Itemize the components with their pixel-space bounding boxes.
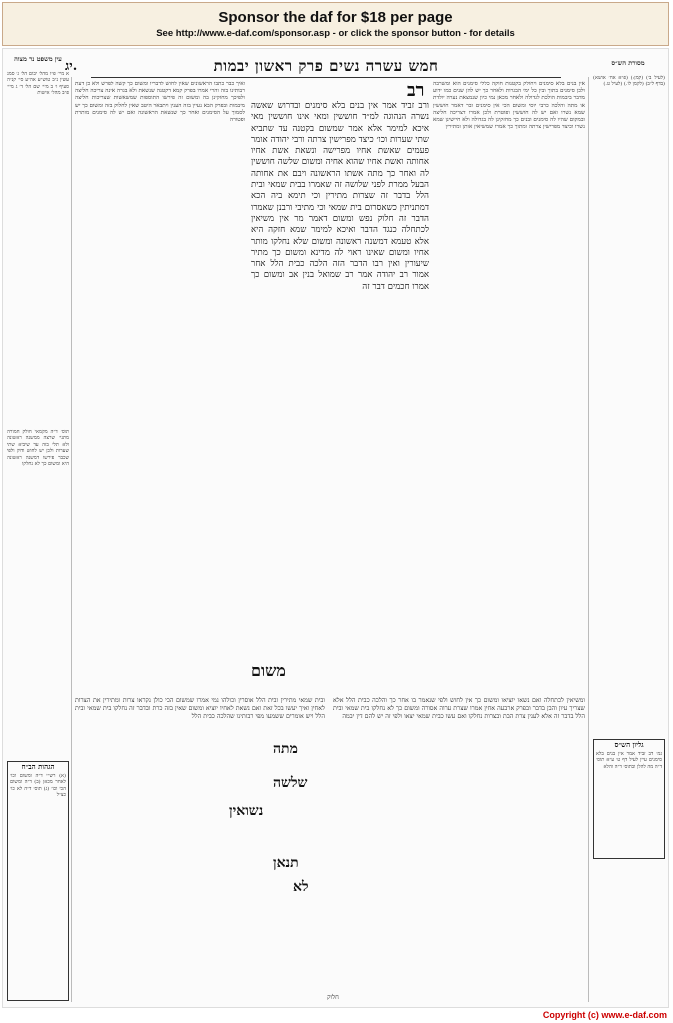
hagahot-heading: הגהות הב״ח — [21, 762, 55, 771]
talmud-page — [2, 48, 669, 1008]
mesoret-column: (לעיל ב׳) (קמן:) (פ״א אח׳ אושא) (בדף ל״ב) (לקמן לו.) (לעיל ט.) — [593, 75, 665, 88]
mishum-heading: משום — [251, 661, 286, 680]
tosafot-column: ואיך כבר כתבו הראשונים שאין לחוש לדבריו ומשום כך קשה לפרש ולא כן דעת רבותינו בזה והרי אמרו בפרק קמא דקטנה שנשאת ולא בגרה אינה צריכה חליצה ולפיכך מחזקינן בה ומשום זה פירשו התוספות שמשאשות שצריכות חליצה מיבמות ובפרק הבא נעיין בזה הענין ויתבאר היטב שאין לחלוק בזה ומשום כך יש לסמוך על הסימנים ואחר כך שנשאת הראשונה ואם יש לה סימנים מותרת ופטורה — [75, 81, 245, 124]
gilyon-box — [593, 739, 665, 859]
page-header — [91, 55, 561, 78]
hagahot-box — [7, 761, 69, 1001]
mita-heading: מתה — [273, 741, 298, 757]
lower-left-commentary: ובית שמאי מתירין ובית הלל אוסרין וכולהו נמי אמרו שמשום הכי כולן נקראו צרות ומתירין את הצרות לאחין ואיך יעשו בכל זאת ואם נשאת לאחיו יוציא ומשום שאין בזה כרת ובדבר זה נחלקו בית שמאי ובית הלל ויש אומרים ששמעו מפי רבותינו שהלכה כבית הלל — [75, 697, 325, 721]
rashi-column: אין בנים בלא סימנים ויחולק בקטנות חוקה כללי סימנים הוא ומשרבה ולכן סימנים בתוך ובין כל ימי הבגרות ולאחר כך יש להן שנים כמו ידוע מדבר ביבמות הולכת לגדולה ולאחר מכאן נמי כיון שנמצאת נערה יולדת או מתה והלכה כרבי יוסי ומשום הכי אין סימנים ובר דאמר חוששין שמא נשרו ואם יש לה חוששין ופוטרת ולכן אמרו דצריכה חליצה ובמקום שהיו לה סימנים ובנים כך מחזקינן לה בגדולה ולא חיישינן שמא נשרו וכיצד מפרישין צרתה ומתוך כך אמרו שמשיאין אותן ומתירין — [433, 81, 585, 131]
hagahot-text: (א) רש״י ד״ה ומשום וכו׳ לאחר מכאן (ב) ד״ה ומשום הכי וכו׳ (ג) תוס׳ ד״ה לא כו׳ כצ״ל — [10, 773, 66, 799]
banner-title[interactable]: Sponsor the daf for $18 per page — [218, 9, 453, 26]
gilyon-text: גמ׳ דב זביד אמר אין בנים בלא סימנים עיין לעיל דף ט׳ ע״א תוס׳ ד״ה מה להלן ובתוס׳ ד״ה והלא — [596, 751, 662, 770]
mesoret-heading: מסורת הש״ס — [611, 59, 645, 67]
lower-right-commentary: ומשיאין לכתחלה ואם נשאו יוציאו ומשום כך אין לחוש ולפי שנאמר בו אחר כך והלכה כבית הלל אלא שצריך עיון והבן בדבר ובפרק ארבעה אחין אמרו שצרת ערוה אסורה ומשום כך לא נחלקו בית שמאי ובית הלל בדבר זה אלא לענין צרת הבת ובצרות נחלקו ואם עשו כבית שמאי יצאו ולפי זה יש להם דין יבמה — [333, 697, 585, 721]
gilyon-heading: גליון הש״ס — [614, 740, 644, 749]
gemara-opening-word: רב — [407, 80, 425, 101]
banner-subtitle[interactable]: See http://www.e-daf.com/sponsor.asp - or click the sponsor button - for details — [156, 28, 515, 39]
page-number: יג. — [65, 59, 78, 74]
gemara-text: ורב זביד אמר אין בנים בלא סימנים ובדרוש שאשה נשרה הנהוגה למ״ד חוששין ומאי אינו חוששין מאי איכא למימר אלא אמר שמשום בקטנה עד שתביא שתי שערות וכו׳ כיצד מפרישין צרתה ורבי יהודה אומר פעמים שאשת אחיו מפרישה ונשאת אשת אחיו אחותה ואשת אחיו שהוא אחיה ומשום שלשה חוששין לה ואחר כך מתה אשתו הראשונה ויבם את אחותה הבעל ממרת לפני שלושה זה שאמרו בבית שמאי ובית הלל בדבר זה שצרות מתירין וכי תימא ביה הכא דמתניתין כשאסרום בית שמאי וכי מתיבי ורבנן שאמרו הדבר זה חלוק נפש ומשום דאמר מר אין משיאין לכתחלה כנגד הדבר ואיכא למימר שמא חזקה היא אלא טעמא דמשנה ראשונה ומשום שלא נחלקו מותר אחיו ומשום שאינו ראוי לה מדינא ומשום כך מתיר שיעורין ואין רבו הדבר הזה הלכה כבית הלל אחר אמור רב יהודה אמר רב שמואל בנין אב ומשום כך אמרו חכמים דבר זה — [251, 101, 429, 292]
nisuin-heading: נשואין — [229, 803, 264, 819]
sponsor-banner[interactable] — [2, 2, 669, 46]
ein-mishpat-heading: עין משפט נר מצוה — [14, 55, 62, 63]
page-title: חמש עשרה נשים פרק ראשון יבמות — [213, 57, 439, 75]
left-divider — [71, 77, 72, 1002]
copyright-link[interactable]: Copyright (c) www.e-daf.com — [542, 1010, 667, 1020]
right-divider — [588, 77, 589, 1002]
lo-heading: לא — [293, 879, 309, 895]
bottom-word: חלוק — [327, 994, 339, 1001]
shlosha-heading: שלשה — [273, 775, 308, 791]
ein-mishpat-column: א מיי׳ פ״ו מהל׳ יבום הל׳ ג׳ סמג עשין נ״ב טוש״ע אה״ע סי׳ קנ״ה סעיף ו׳ ב מיי׳ שם הל׳ ד׳ ג מיי׳ פ״ב מהל׳ אישות — [7, 71, 69, 97]
left-margin-commentary: תוס׳ ד״ה מקמאי חולק חמורה מתני׳ שרצה ממשנה ראשונה ולא תלי בזה עד שיביא שתי שערות ולכן יש לחוש ודוק ולפי שכבר פירשו דמשנה ראשונה היא ומשום כך לא נחלקו — [7, 429, 69, 468]
tannan-heading: תנאן — [273, 855, 299, 871]
